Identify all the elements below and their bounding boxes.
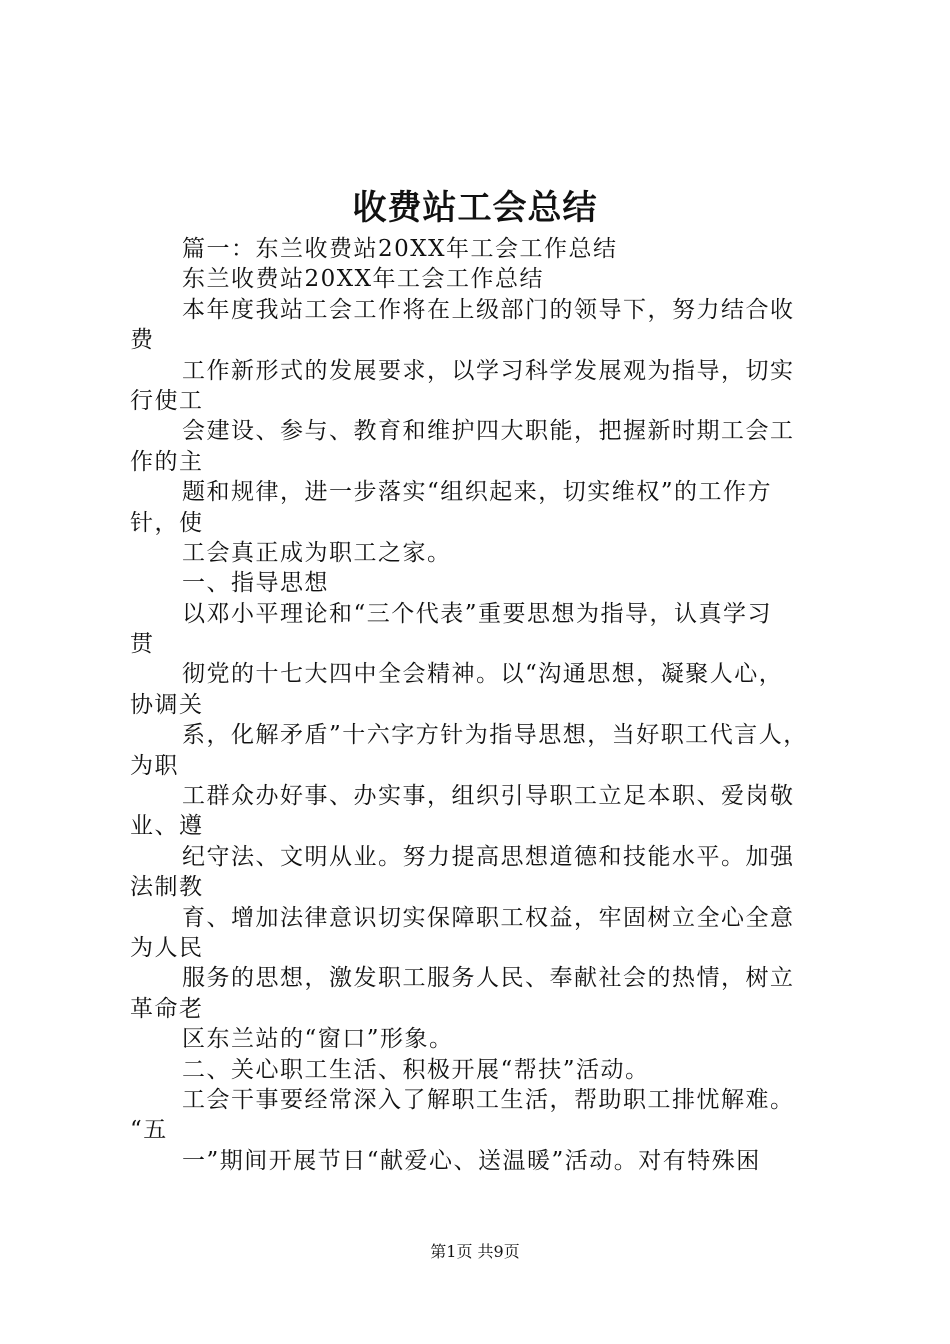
page-footer: 第1页 共9页 [430, 1242, 520, 1261]
body-line: 纪守法、文明从业。努力提高思想道德和技能水平。加强 [182, 843, 795, 870]
body-line: 工群众办好事、办实事，组织引导职工立足本职、爱岗敬 [182, 783, 795, 810]
body-line: “五 [130, 1117, 168, 1144]
body-line: 育、增加法律意识切实保障职工权益，牢固树立全心全意 [182, 904, 795, 931]
body-line: 工会真正成为职工之家。 [182, 539, 452, 566]
body-line: 贯 [130, 631, 155, 658]
body-line: 服务的思想，激发职工服务人民、奉献社会的热情，树立 [182, 965, 795, 992]
body-line: 工会干事要经常深入了解职工生活，帮助职工排忧解难。 [182, 1086, 795, 1113]
body-line: 题和规律，进一步落实“组织起来，切实维权”的工作方 [182, 479, 773, 506]
document-body [130, 234, 840, 1176]
body-line: 二、关心职工生活、积极开展“帮扶”活动。 [182, 1056, 650, 1083]
body-line: 行使工 [130, 387, 204, 414]
body-line: 彻党的十七大四中全会精神。以“沟通思想，凝聚人心， [182, 661, 784, 688]
body-line: 费 [130, 327, 155, 354]
body-line: 系，化解矛盾”十六字方针为指导思想，当好职工代言人， [182, 722, 808, 749]
body-line: 篇一：东兰收费站20XX年工会工作总结 [182, 236, 618, 262]
body-line: 区东兰站的“窗口”形象。 [182, 1026, 454, 1053]
body-line: 为人民 [130, 934, 204, 961]
body-line: 东兰收费站20XX年工会工作总结 [182, 266, 545, 293]
body-line: 法制教 [130, 874, 204, 901]
body-line: 以邓小平理论和“三个代表”重要思想为指导，认真学习 [182, 600, 773, 627]
body-line: 本年度我站工会工作将在上级部门的领导下，努力结合收 [182, 296, 795, 323]
body-line: 工作新形式的发展要求，以学习科学发展观为指导，切实 [182, 357, 795, 384]
body-line: 针，使 [130, 509, 204, 536]
body-line: 作的主 [130, 448, 204, 475]
body-line: 一、指导思想 [182, 570, 329, 597]
body-line: 为职 [130, 752, 179, 779]
body-line: 一”期间开展节日“献爱心、送温暖”活动。对有特殊困 [182, 1147, 761, 1174]
body-line: 协调关 [130, 691, 204, 718]
document-title: 收费站工会总结 [352, 188, 598, 228]
body-line: 革命老 [130, 995, 204, 1022]
body-line: 业、遵 [130, 813, 204, 840]
body-line: 会建设、参与、教育和维护四大职能，把握新时期工会工 [182, 418, 795, 445]
